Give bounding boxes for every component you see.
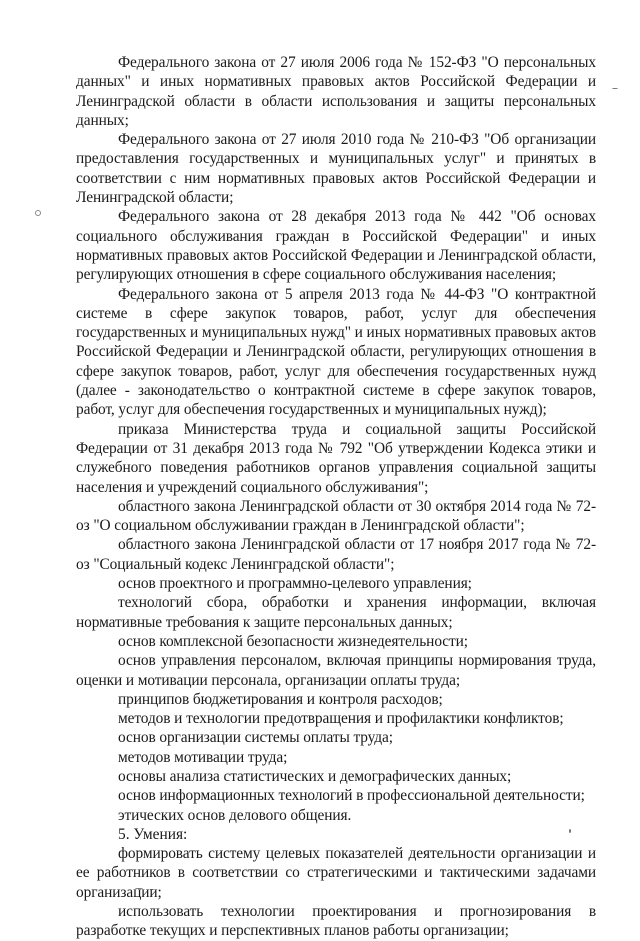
paragraph: основ управления персоналом, включая принципы нормирования труда, оценки и мотивации персонала, организации оплаты труда; — [76, 652, 596, 689]
paragraph: основ информационных технологий в профессиональной деятельности; — [118, 787, 585, 805]
skill-paragraph: формировать систему целевых показателей деятельности организации и ее работников в соответствии со стратегическими и тактическими задачами организации; — [76, 845, 596, 901]
paragraph: методов и технологии предотвращения и профилактики конфликтов; — [118, 710, 564, 728]
paragraph: технологий сбора, обработки и хранения информации, включая нормативные требования к защите персональных данных; — [76, 594, 596, 631]
paragraph: приказа Министерства труда и социальной защиты Российской Федерации от 31 декабря 2013 года № 792 "Об утверждении Кодекса этики и служебного поведения работников органов управления социальной защиты населения и учреждений социального обслуживания"; — [76, 420, 596, 496]
paragraph: основы анализа статистических и демографических данных; — [118, 767, 512, 785]
paragraph: Федерального закона от 5 апреля 2013 года № 44-ФЗ "О контрактной системе в сфере закупок товаров, работ, услуг для обеспечения государственных и муниципальных нужд" и иных нормативных правовых актов Российской Федерации и Ленинградской области, регулирующих отношения в сфере закупок товаров, работ, услуг для обеспечения государственных нужд (далее - законодательство о контрактной системе в сфере закупок товаров, работ, услуг для обеспечения государственных и муниципальных нужд); — [76, 285, 596, 419]
paragraph: Федерального закона от 27 июля 2010 года № 210-ФЗ "Об организации предоставления государственных и муниципальных услуг" и принятых в соответствии с ним нормативных правовых актов Российской Федерации и Ленинградской области; — [76, 131, 596, 207]
paragraph: областного закона Ленинградской области от 17 ноября 2017 года № 72-оз "Социальный кодекс Ленинградской области"; — [76, 536, 596, 573]
paragraph: основ комплексной безопасности жизнедеятельности; — [118, 632, 468, 650]
skill-paragraph: использовать технологии проектирования и прогнозирования в разработке текущих и перспективных планов работы организации; — [76, 903, 596, 940]
paragraph: Федерального закона от 27 июля 2006 года № 152-ФЗ "О персональных данных" и иных нормативных правовых актов Российской Федерации и Ленинградской области в области использования и защиты персональных данных; — [76, 54, 596, 129]
paragraph: этических основ делового общения. — [118, 806, 352, 824]
paragraph: методов мотивации труда; — [118, 748, 288, 766]
paragraph: основ организации системы оплаты труда; — [118, 729, 393, 747]
paragraph: принципов бюджетирования и контроля расходов; — [118, 690, 443, 708]
scan-dot-mark — [35, 210, 41, 216]
paragraph: Федерального закона от 28 декабря 2013 года № 442 "Об основах социального обслуживания граждан в Российской Федерации" и иных нормативных правовых актов Российской Федерации и Ленинградской области, регулирующих отношения в сфере социального обслуживания населения; — [76, 208, 596, 284]
document-page — [76, 53, 596, 941]
paragraph: основ проектного и программно-целевого управления; — [118, 575, 472, 593]
scan-speck — [612, 88, 618, 89]
paragraph: областного закона Ленинградской области от 30 октября 2014 года № 72-оз "О социальном обслуживании граждан в Ленинградской области"; — [76, 497, 596, 535]
section-heading: 5. Умения: — [118, 825, 188, 843]
